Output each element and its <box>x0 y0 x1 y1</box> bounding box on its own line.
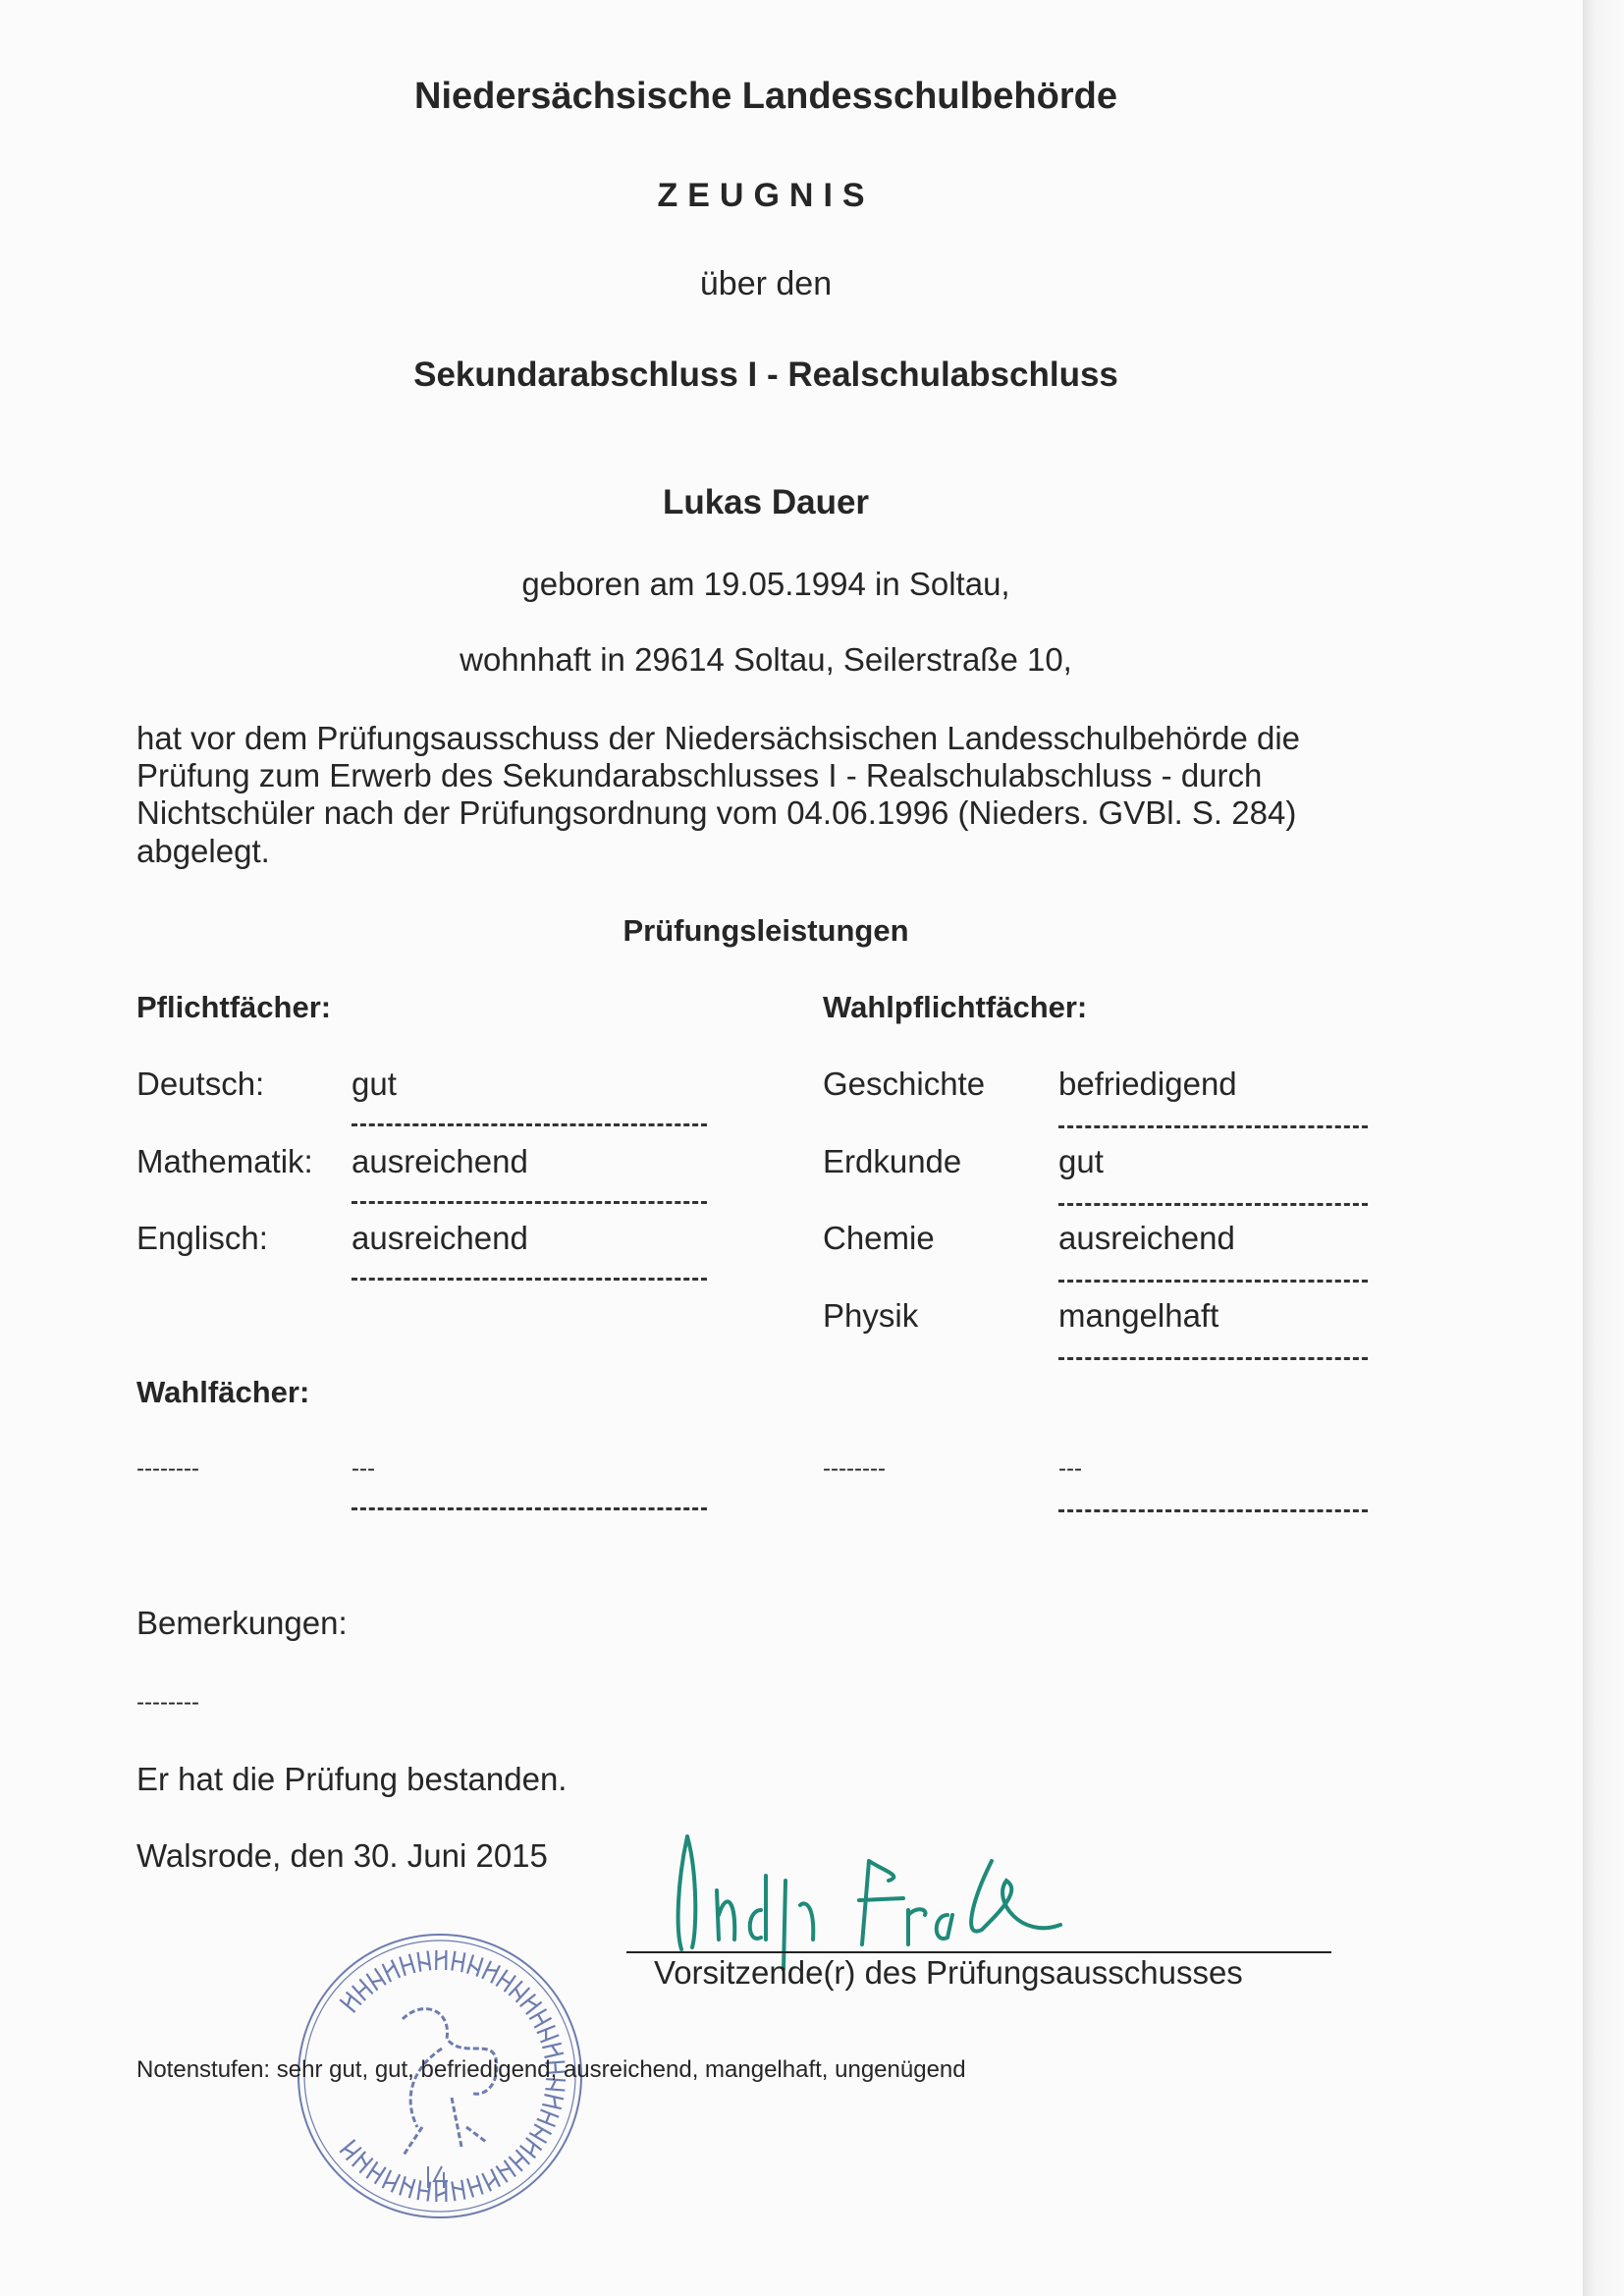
seal-letter-mark <box>537 2026 559 2043</box>
signature-line <box>626 1951 1331 1953</box>
subject-label: Englisch: <box>136 1220 268 1256</box>
seal-letter-mark <box>496 1970 515 1992</box>
statement-line: Nichtschüler nach der Prüfungsordnung vom 04.06.1996 (Nieders. GVBl. S. 284) <box>136 794 1297 831</box>
seal-letter-mark <box>529 2009 551 2028</box>
grade-value: gut <box>1058 1143 1104 1179</box>
subject-label: -------- <box>823 1455 886 1482</box>
seal-letter-mark <box>383 1960 400 1982</box>
grade-value: ausreichend <box>1058 1220 1235 1256</box>
elective-heading: Wahlfächer: <box>136 1375 310 1409</box>
seal-letter-mark <box>366 1968 385 1990</box>
seal-letter-mark <box>400 1954 414 1976</box>
grade-underline <box>352 1201 707 1204</box>
grade-underline <box>1058 1357 1368 1360</box>
grade-underline <box>352 1507 707 1510</box>
birth-info: geboren am 19.05.1994 in Soltau, <box>521 566 1010 602</box>
seal-letter-mark <box>383 2170 400 2192</box>
statement-line: Prüfung zum Erwerb des Sekundarabschlusses I - Realschulabschluss - durch <box>136 757 1263 793</box>
grade-value: --- <box>352 1455 375 1482</box>
seal-letter-mark <box>537 2110 559 2127</box>
grade-scale-note: Notenstufen: sehr gut, gut, befriedigend, ausreichend, mangelhaft, ungenügend <box>136 2056 966 2083</box>
subject-label: Mathematik: <box>136 1143 313 1179</box>
seal-letter-mark <box>452 1951 464 1972</box>
subject-label: Geschichte <box>823 1066 986 1102</box>
signature-caption: Vorsitzende(r) des Prüfungsausschusses <box>654 1954 1243 1991</box>
seal-letter-mark <box>467 2175 483 2197</box>
seal-letter-mark <box>529 2124 551 2143</box>
grade-value: mangelhaft <box>1058 1297 1219 1334</box>
grade-underline <box>1058 1509 1368 1512</box>
seal-letter-mark <box>520 1995 542 2014</box>
seal-letter-mark <box>496 2160 515 2182</box>
mandatory-heading: Pflichtfächer: <box>136 990 332 1024</box>
grade-underline <box>1058 1203 1368 1206</box>
grade-underline <box>352 1278 707 1281</box>
subject-label: Physik <box>823 1297 919 1334</box>
seal-letter-mark <box>340 2140 361 2159</box>
authority-heading: Niedersächsische Landesschulbehörde <box>414 76 1117 117</box>
seal-letter-mark <box>452 2180 464 2201</box>
seal-letter-mark <box>520 2138 542 2158</box>
seal-letter-mark <box>509 2150 529 2170</box>
residence-info: wohnhaft in 29614 Soltau, Seilerstraße 10, <box>460 641 1072 678</box>
scan-edge <box>1583 0 1624 2296</box>
seal-letter-mark <box>366 2161 385 2183</box>
seal-letter-mark <box>542 2044 564 2057</box>
qualification-title: Sekundarabschluss I - Realschulabschluss <box>413 355 1118 394</box>
grade-value: ausreichend <box>352 1220 528 1256</box>
place-date: Walsrode, den 30. Juni 2015 <box>136 1837 548 1874</box>
grade-underline <box>352 1123 707 1126</box>
outcome-text: Er hat die Prüfung bestanden. <box>136 1761 568 1797</box>
seal-number-mark <box>428 2166 448 2188</box>
subject-label: Erdkunde <box>823 1143 962 1179</box>
statement-line: hat vor dem Prüfungsausschuss der Niedersächsischen Landesschulbehörde die <box>136 720 1301 756</box>
student-name: Lukas Dauer <box>662 483 870 521</box>
subject-label: Chemie <box>823 1220 935 1256</box>
seal-letter-mark <box>352 1979 373 2000</box>
seal-letter-mark <box>340 1993 361 2012</box>
subject-label: -------- <box>136 1455 199 1482</box>
grade-underline <box>1058 1280 1368 1283</box>
document-title: ZEUGNIS <box>657 177 875 214</box>
remarks-value: -------- <box>136 1689 199 1716</box>
seal-letter-mark <box>436 1950 446 1970</box>
seal-letter-mark <box>418 1951 431 1972</box>
statement-line: abgelegt. <box>136 833 270 869</box>
seal-letter-mark <box>482 1961 500 1983</box>
subtitle: über den <box>699 265 833 302</box>
grade-value: --- <box>1058 1455 1082 1482</box>
results-heading: Prüfungsleistungen <box>623 913 909 948</box>
seal-letter-mark <box>352 2152 373 2173</box>
grade-value: befriedigend <box>1058 1066 1237 1102</box>
seal-letter-mark <box>400 2176 414 2198</box>
seal-letter-mark <box>542 2095 564 2108</box>
grade-underline <box>1058 1125 1368 1128</box>
elective-required-heading: Wahlpflichtfächer: <box>823 990 1088 1024</box>
grade-value: gut <box>352 1066 397 1102</box>
subject-label: Deutsch: <box>136 1066 265 1102</box>
seal-letter-mark <box>467 1955 483 1977</box>
seal-letter-mark <box>482 2169 500 2191</box>
grade-value: ausreichend <box>352 1143 528 1179</box>
seal-letter-mark <box>509 1981 529 2001</box>
remarks-label: Bemerkungen: <box>136 1605 348 1641</box>
